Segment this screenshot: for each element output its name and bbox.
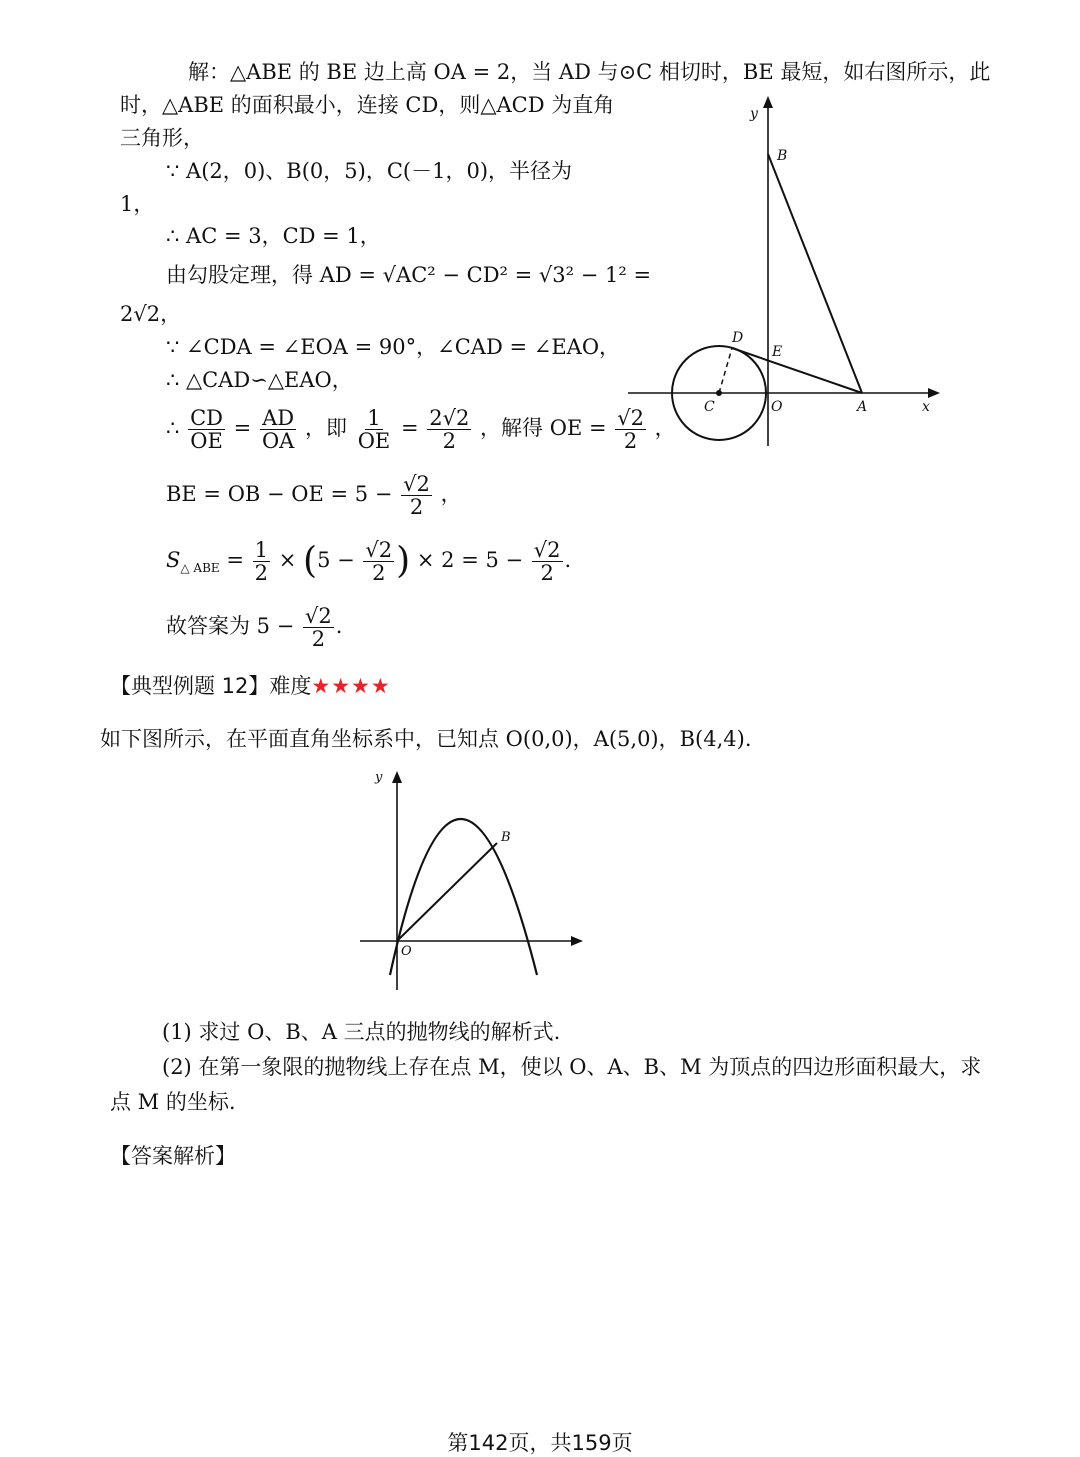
fraction-1-oe: $\frac{1}{OE}$	[357, 406, 391, 453]
parabola-curve	[390, 819, 537, 975]
label-o: O	[771, 399, 783, 415]
solution-line-14: 故答案为 5 − $\frac{√2}{2}$ .	[166, 604, 343, 651]
solution-line-3: 三角形，	[120, 126, 204, 150]
label-x: x	[922, 399, 930, 415]
figure-circle-triangle	[620, 90, 950, 460]
label-y: y	[750, 106, 758, 122]
x-axis-arrow	[571, 936, 583, 946]
difficulty-stars: ★★★★	[311, 674, 391, 698]
page-footer: 第142页，共159页	[447, 1431, 633, 1455]
pythagoras-formula: √AC² − CD² = √3² − 1² =	[382, 263, 652, 287]
solution-line-12: BE = OB − OE = 5 − $\frac{√2}{2}$ ，	[166, 472, 462, 519]
x-axis-arrow	[928, 388, 940, 398]
solution-line-10: ∴ △CAD∽△EAO，	[166, 368, 353, 392]
solution-line-13: $S_{\triangle ABE}$ = $\frac{1}{2}$ × (5 − $\frac{√2}{2}$ ) × 2 = 5 − $\frac{√2}{2}$ .	[166, 538, 572, 585]
solution-line-5: 1，	[120, 192, 155, 216]
label-b: B	[501, 830, 511, 845]
solution-line-9: ∵ ∠CDA = ∠EOA = 90°，∠CAD = ∠EAO，	[166, 335, 621, 359]
y-axis-arrow	[763, 96, 773, 108]
segment-cd	[719, 348, 732, 393]
label-c: C	[704, 399, 715, 415]
label-o: O	[401, 944, 412, 959]
fraction-2sqrt2-2: $\frac{2√2}{2}$	[429, 406, 470, 453]
solution-line-4: ∵ A(2，0)、B(0，5)，C(－1，0)，半径为	[166, 159, 573, 183]
question-2-line-1: (2) 在第一象限的抛物线上存在点 M，使以 O、A、B、M 为顶点的四边形面积最大，求	[162, 1055, 982, 1079]
label-d: D	[732, 330, 744, 346]
fraction-area-inner: $\frac{√2}{2}$	[365, 538, 393, 585]
solution-line-1: 解：△ABE 的 BE 边上高 OA = 2，当 AD 与⊙C 相切时，BE 最短，如右图所示，此	[188, 60, 991, 84]
solution-line-2: 时，△ABE 的面积最小，连接 CD，则△ACD 为直角	[120, 93, 615, 117]
fraction-answer: $\frac{√2}{2}$	[305, 604, 332, 651]
figure-parabola	[355, 765, 590, 995]
label-y: y	[375, 770, 383, 785]
question-2-line-2: 点 M 的坐标.	[110, 1090, 236, 1114]
label-e: E	[772, 344, 783, 360]
tangent-ad	[732, 348, 862, 393]
therefore-symbol: ∴	[166, 416, 180, 440]
fraction-oe-value: $\frac{√2}{2}$	[617, 406, 644, 453]
example-heading: 【典型例题 12】难度★★★★	[110, 674, 391, 698]
fraction-area-result: $\frac{√2}{2}$	[533, 538, 561, 585]
fraction-half: $\frac{1}{2}$	[254, 538, 269, 585]
question-1: (1) 求过 O、B、A 三点的抛物线的解析式.	[162, 1020, 561, 1044]
solution-line-8: 2√2，	[120, 302, 182, 326]
solution-line-11: ∴ $\frac{CD}{OE}$ = $\frac{AD}{OA}$ ，即 $\frac{1}{OE}$ = $\frac{2√2}{2}$ ，解得 OE = $\frac{√2}{2}$ ，	[166, 406, 676, 453]
answer-heading: 【答案解析】	[110, 1144, 236, 1168]
solution-line-7	[166, 261, 651, 289]
label-a: A	[857, 399, 868, 415]
solution-line-6: ∴ AC = 3，CD = 1，	[166, 224, 381, 248]
fraction-ad-oa: $\frac{AD}{OA}$	[261, 406, 295, 453]
problem-statement: 如下图所示，在平面直角坐标系中，已知点 O(0,0)，A(5,0)，B(4,4).	[100, 727, 752, 751]
fraction-be: $\frac{√2}{2}$	[403, 472, 430, 519]
fraction-cd-oe: $\frac{CD}{OE}$	[190, 406, 223, 453]
y-axis-arrow	[392, 771, 402, 783]
label-b: B	[777, 148, 788, 164]
pythagoras-text: 由勾股定理，得 AD =	[166, 263, 376, 287]
